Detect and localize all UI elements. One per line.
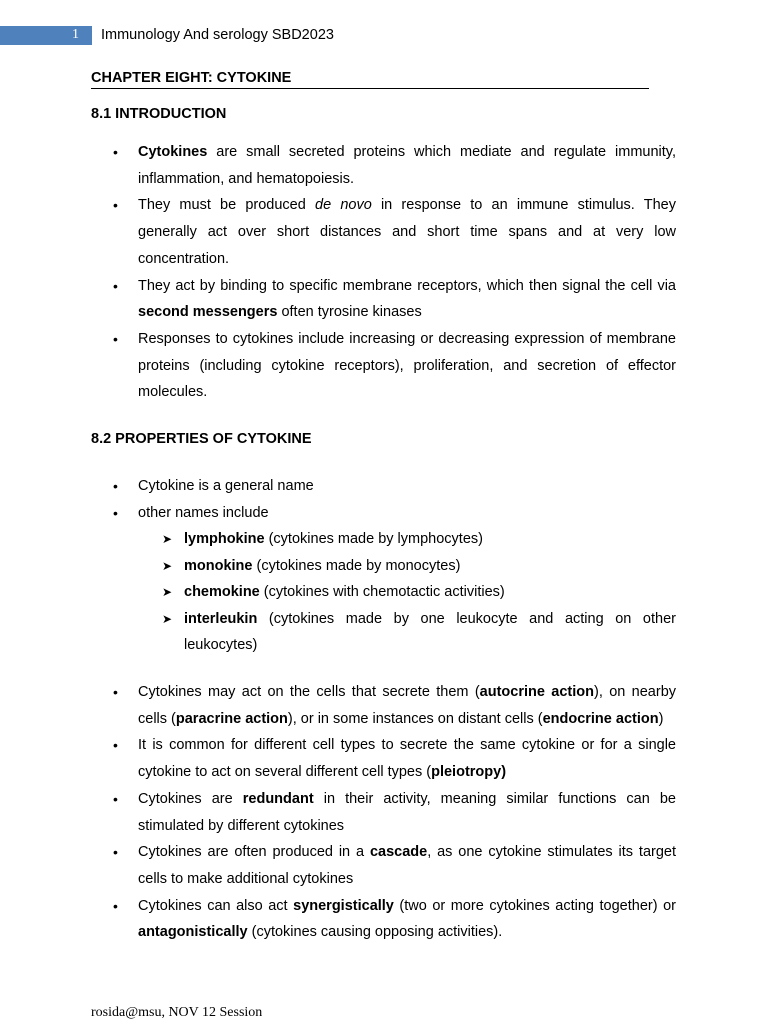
arrow-bullet-icon: ➤ xyxy=(162,558,173,573)
list-item: • Cytokines may act on the cells that secrete them (autocrine action), on nearby cells (paracrine action), or in some instances on distant cells (endocrine action) xyxy=(91,679,676,732)
arrow-bullet-icon: ➤ xyxy=(162,611,173,626)
list-item: • They act by binding to specific membrane receptors, which then signal the cell via second messengers often tyrosine kinases xyxy=(91,273,676,326)
page-footer: rosida@msu, NOV 12 Session xyxy=(91,1005,263,1020)
list-item: • Cytokines are small secreted proteins which mediate and regulate immunity, inflammation, and hematopoiesis. xyxy=(91,139,676,192)
sub-list-item: ➤ chemokine (cytokines with chemotactic activities) xyxy=(138,579,676,606)
section-heading-introduction: 8.1 INTRODUCTION xyxy=(91,106,227,122)
list-item: • Cytokines can also act synergistically (two or more cytokines acting together) or antagonistically (cytokines causing opposing activities). xyxy=(91,893,676,946)
introduction-list xyxy=(91,139,676,406)
list-item: • Cytokines are redundant in their activity, meaning similar functions can be stimulated by different cytokines xyxy=(91,786,676,839)
sub-list-item: ➤ lymphokine (cytokines made by lymphocytes) xyxy=(138,526,676,553)
arrow-bullet-icon: ➤ xyxy=(162,585,173,600)
page-number: 1 xyxy=(72,27,79,42)
section-heading-properties: 8.2 PROPERTIES OF CYTOKINE xyxy=(91,431,312,447)
properties-list xyxy=(91,473,676,659)
properties-list-continued xyxy=(91,679,676,946)
list-item: • other names include ➤ lymphokine (cytokines made by lymphocytes) ➤ monokine (cytokines made by monocytes) ➤ chemokine (cytokines with chemotactic activities) ➤ interleukin (cytokines made by one leukocyte and acting on other leukocytes) xyxy=(91,500,676,659)
header-title: Immunology And serology SBD2023 xyxy=(101,27,334,43)
list-item: • Responses to cytokines include increasing or decreasing expression of membrane proteins (including cytokine receptors), proliferation, and secretion of effector molecules. xyxy=(91,326,676,406)
list-item: • Cytokines are often produced in a cascade, as one cytokine stimulates its target cells to make additional cytokines xyxy=(91,839,676,892)
list-item: • They must be produced de novo in response to an immune stimulus. They generally act over short distances and short time spans and at very low concentration. xyxy=(91,192,676,272)
arrow-bullet-icon: ➤ xyxy=(162,532,173,547)
cytokine-names-list xyxy=(138,526,676,659)
sub-list-item: ➤ interleukin (cytokines made by one leukocyte and acting on other leukocytes) xyxy=(138,606,676,659)
chapter-title: CHAPTER EIGHT: CYTOKINE xyxy=(91,70,649,89)
sub-list-item: ➤ monokine (cytokines made by monocytes) xyxy=(138,553,676,580)
list-item: • Cytokine is a general name xyxy=(91,473,676,500)
list-item: • It is common for different cell types to secrete the same cytokine or for a single cytokine to act on several different cell types (pleiotropy) xyxy=(91,732,676,785)
